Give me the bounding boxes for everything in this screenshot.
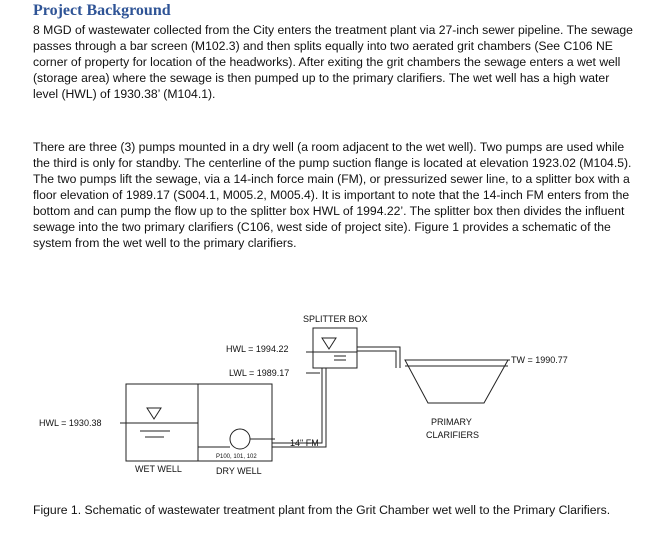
clarifier-label-line2: CLARIFIERS xyxy=(426,430,480,440)
dry-well-label: DRY WELL xyxy=(216,466,262,476)
dry-well-box xyxy=(198,384,272,461)
paragraph-1: 8 MGD of wastewater collected from the City enters the treatment plant via 27-inch sewer pipeline. The sewage passes through a bar screen (M102.3) and then splits equally into two aerated grit chambers (See C106 NE corner of property for location of the headworks). After exiting the grit chambers the sewage enters a wet well (storage area) where the sewage is then pumped up to the primary clarifiers. The wet well has a high water level (HWL) of 1930.38’ (M104.1). xyxy=(33,23,633,101)
splitter-box-label: SPLITTER BOX xyxy=(303,314,368,324)
splitter-lwl-label: LWL = 1989.17 xyxy=(229,368,290,378)
wet-well-label: WET WELL xyxy=(135,464,182,474)
wet-well-level-triangle xyxy=(147,408,161,419)
splitter-box xyxy=(313,328,357,368)
splitter-level-triangle xyxy=(322,338,336,349)
section-heading: Project Background xyxy=(33,2,171,19)
clarifier-feed-pipe xyxy=(357,347,400,368)
tw-label: TW = 1990.77 xyxy=(511,355,568,365)
force-main-pipe xyxy=(272,368,322,443)
figure-caption: Figure 1. Schematic of wastewater treatment plant from the Grit Chamber wet well to the Primary Clarifiers. xyxy=(33,503,611,517)
clarifier-label-line1: PRIMARY xyxy=(431,417,472,427)
splitter-hwl-label: HWL = 1994.22 xyxy=(226,344,289,354)
pumps-label: P100, 101, 102 xyxy=(216,454,257,460)
pump-circle xyxy=(230,429,250,449)
force-main-label: 14" FM xyxy=(290,438,319,448)
paragraph-2: There are three (3) pumps mounted in a dry well (a room adjacent to the wet well). Two pumps are used while the third is only for standby. The centerline of the pump suction flange is located at elevation 1923.02 (M104.5). The two pumps lift the sewage, via a 14-inch force main (FM), or pressurized sewer line, to a splitter box with a floor elevation of 1989.17 (S004.1, M005.2, M005.4). It is important to note that the 14-inch FM enters from the bottom and can pump the flow up to the splitter box HWL of 1994.22’. The splitter box then divides the influent sewage into the two primary clarifiers (C106, west side of project site). Figure 1 provides a schematic of the system from the wet well to the primary clarifiers. xyxy=(33,140,632,250)
wet-well-hwl-label: HWL = 1930.38 xyxy=(39,418,102,428)
